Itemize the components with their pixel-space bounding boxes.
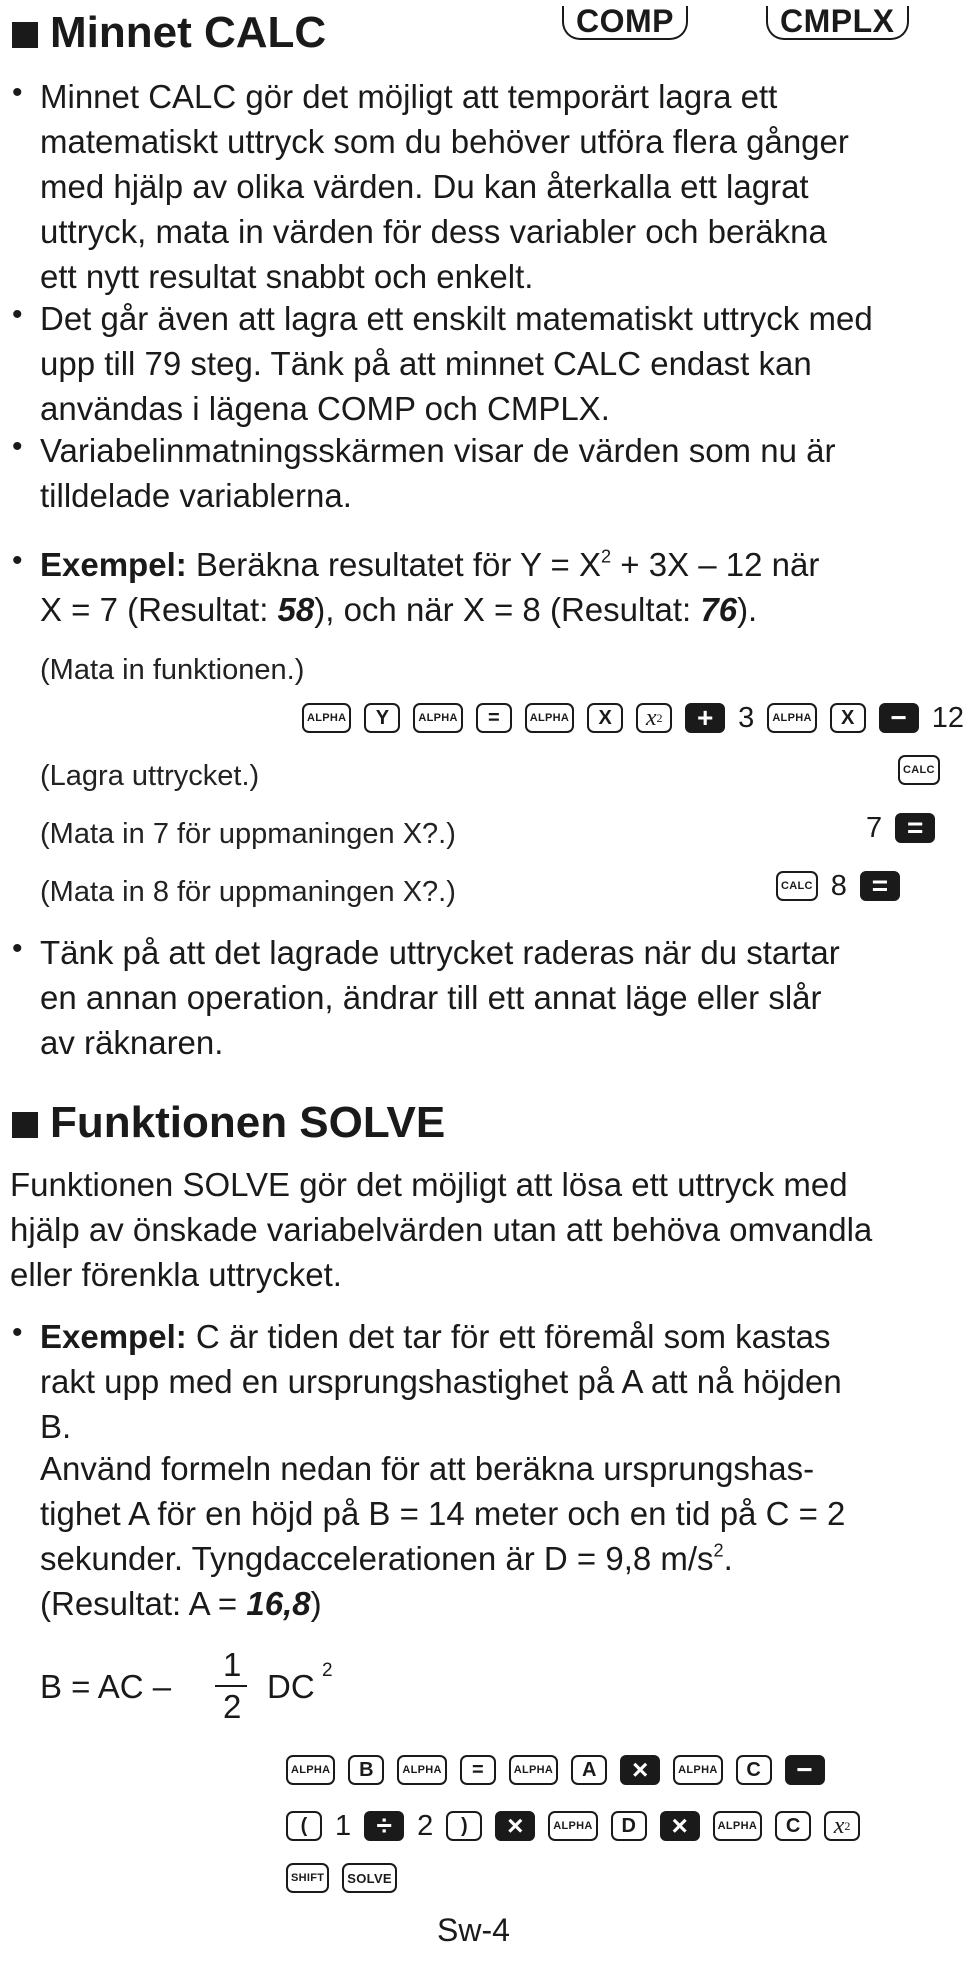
section-marker-icon <box>12 1112 38 1138</box>
paragraph-bullet-2: Det går även att lagra ett enskilt matematiskt uttryck med upp till 79 steg. Tänk på att minnet CALC endast kan användas i lägena COMP och CMPLX. <box>40 300 873 427</box>
alpha-key[interactable]: ALPHA <box>525 703 574 733</box>
alpha-key[interactable]: ALPHA <box>509 1755 558 1785</box>
step-label-enter-7: (Mata in 7 för uppmaningen X?.) <box>40 818 456 850</box>
step-label-enter-function: (Mata in funktionen.) <box>40 654 305 686</box>
key-sequence-solve-3 <box>286 1860 397 1896</box>
fraction-bar <box>215 1685 247 1687</box>
paragraph-bullet-1: Minnet CALC gör det möjligt att temporärt lagra ett matematiskt uttryck som du behöver utföra flera gånger med hjälp av olika värden. Du kan återkalla ett lagrat uttryck, mata in värden för dess variabler och beräkna ett nytt resultat snabbt och enkelt. <box>40 78 849 295</box>
example-solve: Exempel: C är tiden det tar för ett föremål som kastas rakt upp med en ursprungshastighet på A att nå höjden B. <box>40 1318 842 1445</box>
step-label-store: (Lagra uttrycket.) <box>40 760 260 792</box>
x-key[interactable]: X <box>830 703 866 733</box>
paragraph-bullet-3: Variabelinmatningsskärmen visar de värden som nu är tilldelade variablerna. <box>40 432 836 514</box>
c-key[interactable]: C <box>775 1811 811 1841</box>
times-key[interactable]: × <box>495 1811 535 1841</box>
mode-badge-cmplx: CMPLX <box>766 6 909 40</box>
alpha-key[interactable]: ALPHA <box>548 1811 597 1841</box>
solve-key[interactable]: SOLVE <box>342 1863 397 1893</box>
times-key[interactable]: × <box>620 1755 660 1785</box>
divide-key[interactable]: ÷ <box>364 1811 404 1841</box>
alpha-key[interactable]: ALPHA <box>767 703 816 733</box>
paragraph-note: Tänk på att det lagrade uttrycket raderas när du startar en annan operation, ändrar till ett annat läge eller slår av räknaren. <box>40 934 840 1061</box>
minus-key[interactable]: − <box>879 703 919 733</box>
x-squared-key[interactable]: x 2 <box>824 1811 860 1841</box>
c-key[interactable]: C <box>736 1755 772 1785</box>
section-title-calc: Minnet CALC <box>12 8 326 58</box>
y-key[interactable]: Y <box>364 703 400 733</box>
alpha-key[interactable]: ALPHA <box>302 703 351 733</box>
a-key[interactable]: A <box>571 1755 607 1785</box>
shift-key[interactable]: SHIFT <box>286 1863 329 1893</box>
bullet-icon: • <box>12 298 23 331</box>
minus-key[interactable]: − <box>785 1755 825 1785</box>
left-paren-key[interactable]: ( <box>286 1811 322 1841</box>
key-sequence-function <box>302 700 964 736</box>
section-marker-icon <box>12 22 38 48</box>
bullet-icon: • <box>12 430 23 463</box>
bullet-icon: • <box>12 932 23 965</box>
paragraph-solve-intro: Funktionen SOLVE gör det möjligt att lösa ett uttryck med hjälp av önskade variabelvärden utan att behöva omvandla eller förenkla uttrycket. <box>10 1166 873 1293</box>
alpha-key[interactable]: ALPHA <box>286 1755 335 1785</box>
number-3: 3 <box>738 701 755 734</box>
paragraph-solve-instructions: Använd formeln nedan för att beräkna ursprungshas- tighet A för en höjd på B = 14 meter och en tid på C = 2 sekunder. Tyngdaccelerationen är D = 9,8 $m/s^2$. (Resultat: A = 16,8) <box>40 1450 846 1622</box>
bullet-icon: • <box>12 544 23 577</box>
bullet-icon: • <box>12 1316 23 1349</box>
key-sequence-7 <box>866 810 935 846</box>
x-key[interactable]: X <box>587 703 623 733</box>
key-sequence-solve-2 <box>286 1808 860 1844</box>
equals-key[interactable]: = <box>476 703 512 733</box>
bullet-icon: • <box>12 76 23 109</box>
number-2: 2 <box>417 1809 434 1842</box>
number-8: 8 <box>830 869 847 902</box>
key-sequence-solve-1 <box>286 1752 825 1788</box>
right-paren-key[interactable]: ) <box>446 1811 482 1841</box>
number-1: 1 <box>335 1809 352 1842</box>
number-12: 12 <box>931 701 964 734</box>
example-calc: Exempel: Beräkna resultatet för $Y = X^2 + 3X - 12$ när X = 7 (Resultat: 58), och när X = 8 (Resultat: 76). <box>40 546 820 628</box>
equals-key[interactable]: = <box>460 1755 496 1785</box>
plus-key[interactable]: + <box>685 703 725 733</box>
alpha-key[interactable]: ALPHA <box>413 703 462 733</box>
equals-exe-key[interactable]: = <box>860 871 900 901</box>
formula: B = AC – 1 2 DC 2 <box>40 1646 333 1725</box>
d-key[interactable]: D <box>611 1811 647 1841</box>
alpha-key[interactable]: ALPHA <box>673 1755 722 1785</box>
times-key[interactable]: × <box>660 1811 700 1841</box>
key-sequence-8 <box>776 868 900 904</box>
number-7: 7 <box>866 811 883 844</box>
step-label-enter-8: (Mata in 8 för uppmaningen X?.) <box>40 876 456 908</box>
equals-exe-key[interactable]: = <box>895 813 935 843</box>
page-number: Sw-4 <box>437 1912 510 1948</box>
b-key[interactable]: B <box>348 1755 384 1785</box>
key-sequence-store <box>898 752 940 788</box>
section-title-solve: Funktionen SOLVE <box>12 1098 445 1148</box>
mode-badge-comp: COMP <box>562 6 688 40</box>
calc-key[interactable]: CALC <box>898 755 940 785</box>
alpha-key[interactable]: ALPHA <box>397 1755 446 1785</box>
alpha-key[interactable]: ALPHA <box>713 1811 762 1841</box>
calc-key[interactable]: CALC <box>776 871 818 901</box>
x-squared-key[interactable]: x 2 <box>636 703 672 733</box>
